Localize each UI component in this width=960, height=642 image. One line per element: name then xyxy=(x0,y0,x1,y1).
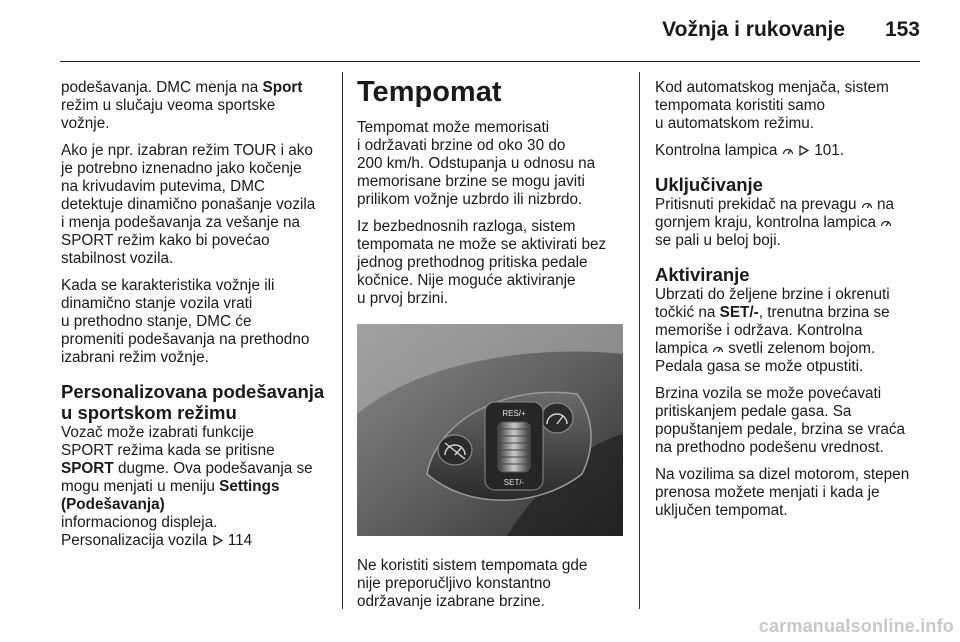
watermark: carmanualsonline.info xyxy=(758,616,954,636)
sport-mode-label: Sport xyxy=(262,79,303,96)
cruise-control-lamp-icon xyxy=(880,217,892,228)
res-label: RES/+ xyxy=(502,409,526,418)
column-3 xyxy=(655,79,925,529)
cruise-control-lamp-icon xyxy=(782,145,794,156)
header-divider xyxy=(60,61,920,62)
page-number: 153 xyxy=(884,18,920,41)
column-2 xyxy=(357,76,623,620)
section-heading-aktiviranje: Aktiviranje xyxy=(655,264,750,285)
cruise-control-lamp-icon xyxy=(861,199,873,210)
page-reference-link[interactable]: 114 xyxy=(227,532,253,549)
chapter-title: Tempomat xyxy=(357,76,502,108)
page-section-title: Vožnja i rukovanje xyxy=(662,18,845,41)
paragraph: Ne koristiti sistem tempomata gde nije preporučljivo konstantno održavanje izabrane brzine. xyxy=(357,557,588,610)
paragraph: Kontrolna lampica 101. xyxy=(655,142,844,159)
column-1 xyxy=(61,79,337,559)
cruise-control-lamp-icon xyxy=(712,343,724,354)
page-header xyxy=(0,0,960,66)
column-divider-1 xyxy=(342,72,343,609)
set-label: SET/- xyxy=(503,478,525,487)
section-heading: Personalizovana podešavanja u sportskom režimu xyxy=(61,381,325,423)
paragraph: Pritisnuti prekidač na prevagu na gornjem kraju, kontrolna lampica se pali u beloj boji. xyxy=(655,196,895,249)
page-reference-link[interactable]: 101. xyxy=(814,142,844,159)
set-button-label: SET/- xyxy=(719,304,759,321)
page-reference-icon xyxy=(798,145,810,156)
settings-menu-label: Settings xyxy=(219,478,280,495)
paragraph: podešavanja. DMC menja na Sport režim u slučaju veoma sportske vožnje. xyxy=(61,79,303,132)
paragraph: Brzina vozila se može povećavati pritiskanjem pedale gasa. Sa popuštanjem pedale, brzina se vraća na prethodno podešenu vrednost. xyxy=(655,385,906,456)
paragraph: Ubrzati do željene brzine i okrenuti točkić na SET/-, trenutna brzina se memoriše i održava. Kontrolna lampica svetli zelenom bojom. Pedala gasa se može otpustiti. xyxy=(655,286,890,375)
cruise-control-photo xyxy=(357,324,623,536)
paragraph: Tempomat može memorisati i održavati brzine od oko 30 do 200 km/h. Odstupanja u odnosu na memorisane brzine se mogu javiti prilikom vožnje uzbrdo ili nizbrdo. xyxy=(357,119,596,208)
paragraph: Kod automatskog menjača, sistem tempomata koristiti samo u automatskom režimu. xyxy=(655,79,889,132)
section-heading-ukljucivanje: Uključivanje xyxy=(655,174,763,195)
paragraph: Na vozilima sa dizel motorom, stepen prenosa možete menjati i kada je uključen tempomat. xyxy=(655,466,910,519)
paragraph: Vozač može izabrati funkcije SPORT režima kada se pritisne SPORT dugme. Ova podešavanja se mogu menjati u meniju Settings (Podešavanja) informacionog displeja. Personalizacija vozila 114 xyxy=(61,424,313,549)
paragraph: Ako je npr. izabran režim TOUR i ako je potrebno iznenadno jako kočenje na krivudavim putevima, DMC detektuje dinamično ponašanje vozila i menja podešavanja za vešanje na SPORT režim kako bi povećao stabilnost vozila. xyxy=(61,142,316,267)
paragraph: Kada se karakteristika vožnje ili dinamično stanje vozila vrati u prethodno stanje, DMC će promeniti podešavanja na prethodno izabrani režim vožnje. xyxy=(61,277,310,366)
page-reference-icon xyxy=(212,535,224,546)
column-divider-2 xyxy=(639,72,640,609)
paragraph: Iz bezbednosnih razloga, sistem tempomata ne može se aktivirati bez jednog prethodnog pritiska pedale kočnice. Nije moguće aktiviranje u prvoj brzini. xyxy=(357,218,607,307)
